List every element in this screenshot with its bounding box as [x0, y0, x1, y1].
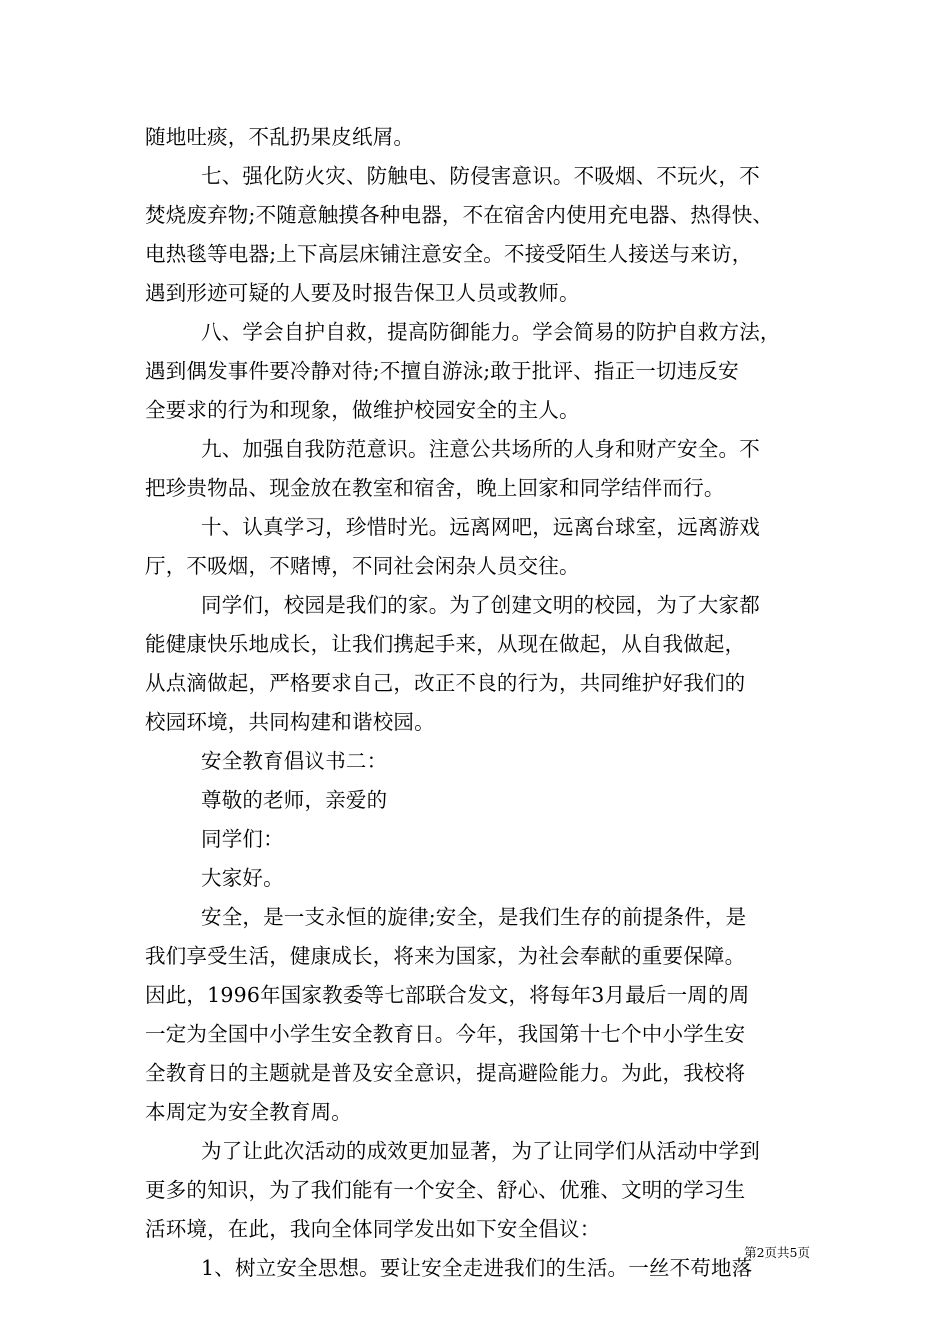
text-line: 校园环境，共同构建和谐校园。	[145, 710, 435, 734]
text-line: 遇到形迹可疑的人要及时报告保卫人员或教师。	[145, 281, 580, 305]
text-line: 尊敬的老师，亲爱的	[201, 788, 388, 812]
page-number: 第2页共5页	[744, 1245, 810, 1260]
text-line: 活环境，在此，我向全体同学发出如下安全倡议：	[145, 1217, 601, 1241]
text-line: 能健康快乐地成长，让我们携起手来，从现在做起，从自我做起，	[145, 632, 746, 656]
text-line: 从点滴做起，严格要求自己，改正不良的行为，共同维护好我们的	[145, 671, 746, 695]
text-line: 随地吐痰，不乱扔果皮纸屑。	[145, 125, 415, 149]
text-line: 同学们：	[201, 827, 284, 851]
text-line: 电热毯等电器;上下高层床铺注意安全。不接受陌生人接送与来访，	[145, 242, 753, 266]
text-line: 九、加强自我防范意识。注意公共场所的人身和财产安全。不	[201, 437, 760, 461]
text-line: 十、认真学习，珍惜时光。远离网吧，远离台球室，远离游戏	[201, 515, 760, 539]
text-line: 焚烧废弃物;不随意触摸各种电器，不在宿舍内使用充电器、热得快、	[145, 203, 774, 227]
text-line: 把珍贵物品、现金放在教室和宿舍，晚上回家和同学结伴而行。	[145, 476, 725, 500]
text-line: 我们享受生活，健康成长，将来为国家，为社会奉献的重要保障。	[145, 944, 746, 968]
text-line: 安全教育倡议书二：	[201, 749, 388, 773]
text-line: 为了让此次活动的成效更加显著，为了让同学们从活动中学到	[201, 1139, 760, 1163]
text-line: 大家好。	[201, 866, 284, 890]
text-line: 1、树立安全思想。要让安全走进我们的生活。一丝不苟地落	[201, 1256, 753, 1280]
text-line: 八、学会自护自救，提高防御能力。学会简易的防护自救方法，	[201, 320, 781, 344]
text-line: 一定为全国中小学生安全教育日。今年，我国第十七个中小学生安	[145, 1022, 746, 1046]
text-line: 厅，不吸烟，不赌博，不同社会闲杂人员交往。	[145, 554, 580, 578]
text-line: 七、强化防火灾、防触电、防侵害意识。不吸烟、不玩火，不	[201, 164, 760, 188]
text-line: 全要求的行为和现象，做维护校园安全的主人。	[145, 398, 580, 422]
text-line: 同学们，校园是我们的家。为了创建文明的校园，为了大家都	[201, 593, 760, 617]
text-line: 遇到偶发事件要冷静对待;不擅自游泳;敢于批评、指正一切违反安	[145, 359, 739, 383]
document-body	[145, 118, 817, 1288]
text-line: 因此，1996年国家教委等七部联合发文，将每年3月最后一周的周	[145, 983, 750, 1007]
text-line: 全教育日的主题就是普及安全意识，提高避险能力。为此，我校将	[145, 1061, 746, 1085]
text-line: 更多的知识，为了我们能有一个安全、舒心、优雅、文明的学习生	[145, 1178, 746, 1202]
text-line: 本周定为安全教育周。	[145, 1100, 352, 1124]
text-line: 安全，是一支永恒的旋律;安全，是我们生存的前提条件，是	[201, 905, 747, 929]
